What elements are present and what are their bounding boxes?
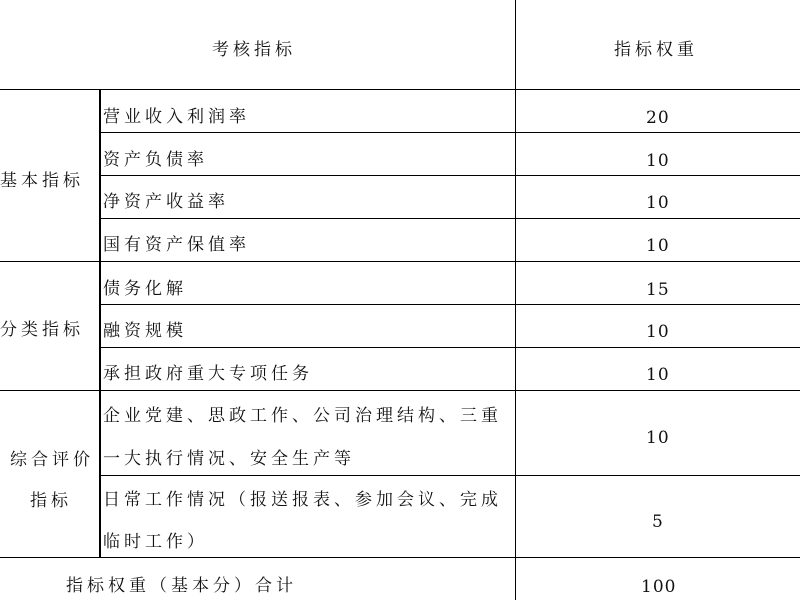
grid-line [100, 475, 800, 476]
indicator-cell: 一大执行情况、安全生产等 [103, 449, 355, 469]
grid-line [100, 218, 800, 219]
weight-cell: 20 [646, 108, 670, 128]
indicator-cell: 企业党建、思政工作、公司治理结构、三重 [103, 406, 502, 426]
weight-cell: 10 [646, 428, 670, 448]
indicator-cell: 承担政府重大专项任务 [103, 364, 313, 384]
indicator-cell: 日常工作情况（报送报表、参加会议、完成 [103, 490, 502, 510]
weight-cell: 10 [646, 236, 670, 256]
total-weight: 100 [641, 577, 677, 597]
group-name-comprehensive: 指标 [30, 491, 72, 511]
indicator-cell: 资产负债率 [103, 150, 208, 170]
weight-cell: 10 [646, 322, 670, 342]
total-label: 指标权重（基本分）合计 [66, 576, 297, 596]
group-name-basic: 基本指标 [0, 171, 84, 191]
weight-cell: 10 [646, 365, 670, 385]
indicator-cell: 融资规模 [103, 321, 187, 341]
grid-line [99, 89, 101, 557]
indicator-cell: 营业收入利润率 [103, 107, 250, 127]
group-name-category: 分类指标 [0, 320, 84, 340]
grid-line [515, 0, 516, 600]
indicator-cell: 临时工作） [103, 532, 208, 552]
grid-line [100, 304, 800, 305]
weight-cell: 5 [652, 512, 664, 532]
grid-line [0, 390, 800, 391]
weight-cell: 10 [646, 193, 670, 213]
weight-cell: 15 [646, 280, 670, 300]
header-weight: 指标权重 [614, 40, 698, 60]
header-indicator: 考核指标 [212, 40, 296, 60]
group-name-comprehensive: 综合评价 [10, 450, 94, 470]
grid-line [100, 347, 800, 348]
grid-line [0, 89, 800, 90]
grid-line [0, 557, 800, 558]
indicator-cell: 国有资产保值率 [103, 235, 250, 255]
weight-cell: 10 [646, 151, 670, 171]
grid-line [100, 175, 800, 176]
grid-line [100, 132, 800, 133]
grid-line [0, 261, 800, 262]
indicator-cell: 债务化解 [103, 279, 187, 299]
indicator-cell: 净资产收益率 [103, 192, 229, 212]
